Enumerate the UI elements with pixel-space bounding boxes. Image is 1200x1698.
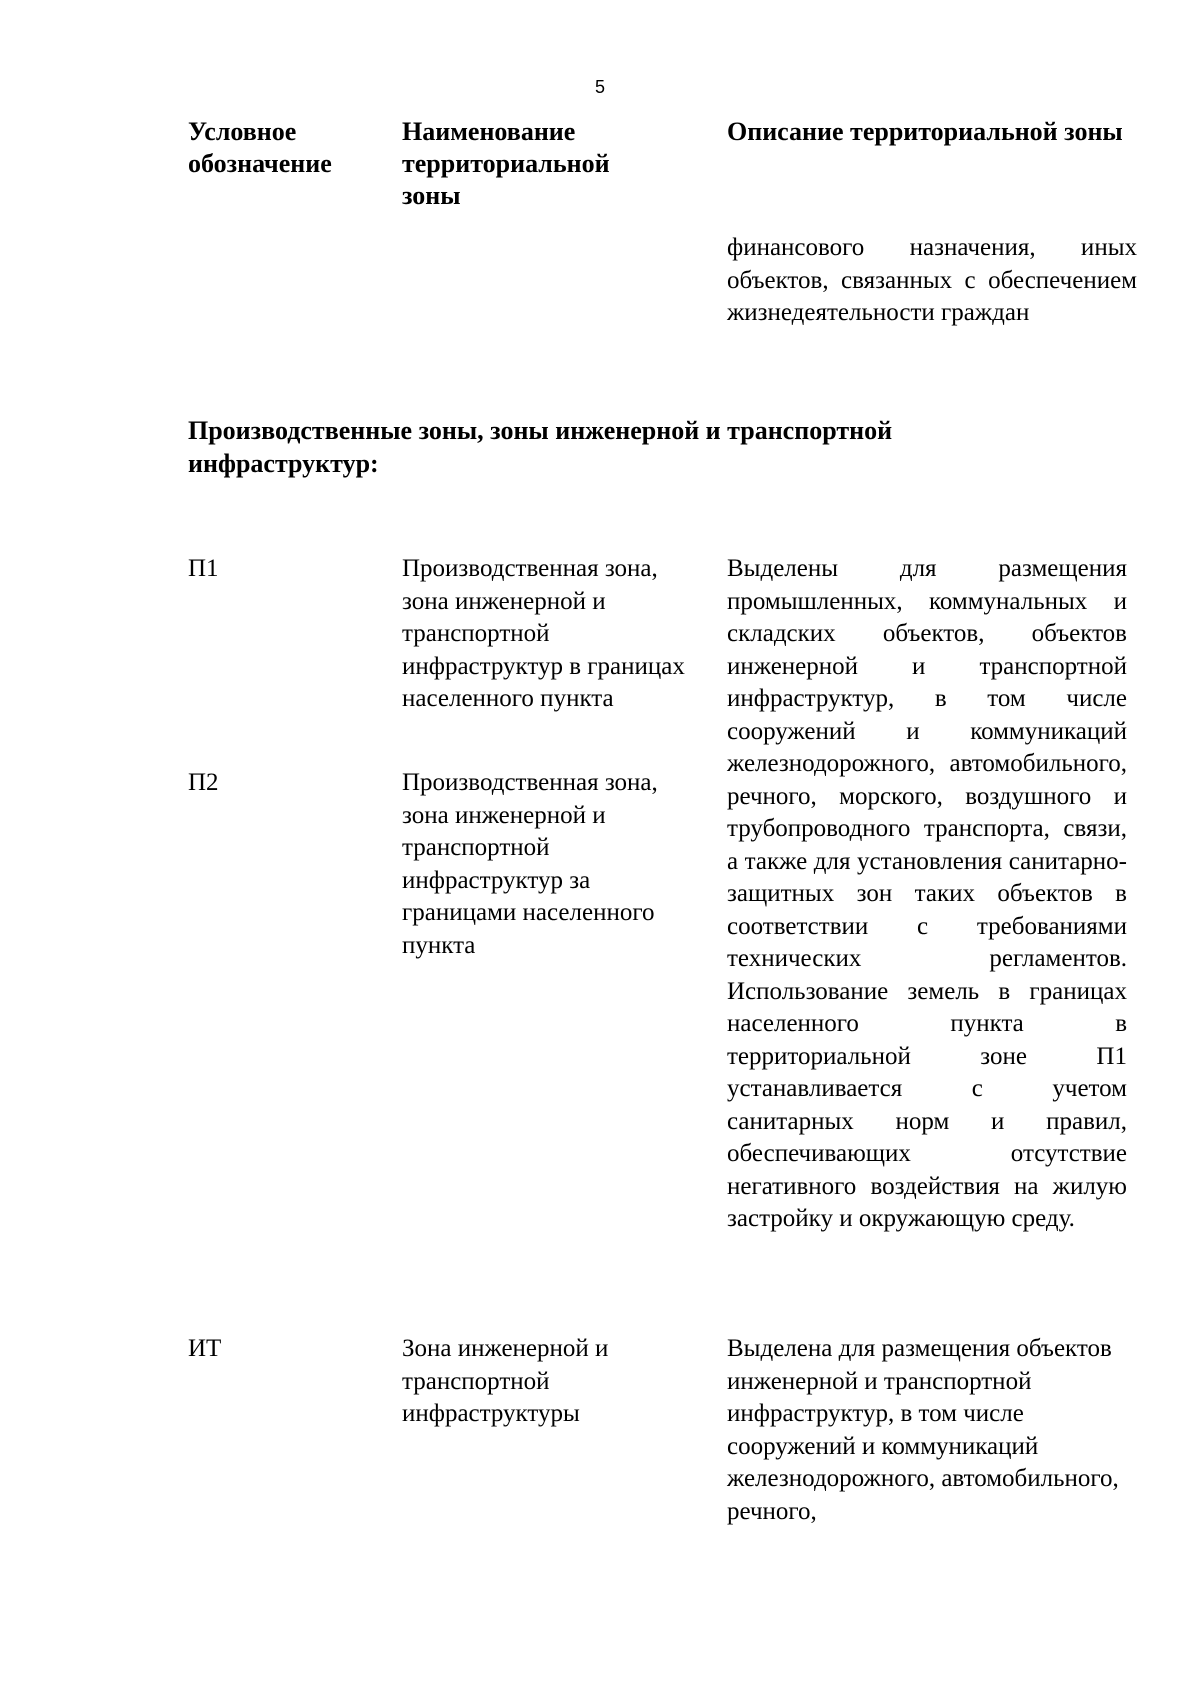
row-it-name: Зона инженерной и транспортной инфраструктуры <box>402 1335 609 1427</box>
row-it-description: Выделена для размещения объектов инженерной и транспортной инфраструктур, в том числе сооружений и коммуникаций железнодорожного, автомобильного, речного, <box>727 1335 1119 1525</box>
continuation-description: финансового назначения, иных объектов, связанных с обеспечением жизнедеятельности граждан <box>727 234 1137 326</box>
row-p1-code: П1 <box>188 555 219 582</box>
header-description: Описание территориальной зоны <box>727 117 1123 146</box>
header-code: Условное обозначение <box>188 117 332 178</box>
row-it-code: ИТ <box>188 1335 222 1362</box>
row-p2-code: П2 <box>188 769 219 796</box>
description-p1-p2: Выделены для размещения промышленных, коммунальных и складских объектов, объектов инженерной и транспортной инфраструктур, в том числе сооружений и коммуникаций железнодорожного, автомобильного, речного, морского, воздушного и трубопроводного транспорта, связи, а также для установления санитарно-защитных зон таких объектов в соответствии с требованиями технических регламентов. Использование земель в границах населенного пункта в территориальной зоне П1 устанавливается с учетом санитарных норм и правил, обеспечивающих отсутствие негативного воздействия на жилую застройку и окружающую среду. <box>727 555 1127 1232</box>
section-title: Производственные зоны, зоны инженерной и транспортной инфраструктур: <box>188 416 893 478</box>
header-name: Наименование территориальной зоны <box>402 117 610 210</box>
page-number: 5 <box>594 77 605 97</box>
row-p1-name: Производственная зона, зона инженерной и транспортной инфраструктур в границах населенного пункта <box>402 555 685 712</box>
row-p2-name: Производственная зона, зона инженерной и транспортной инфраструктур за границами населенного пункта <box>402 769 658 959</box>
